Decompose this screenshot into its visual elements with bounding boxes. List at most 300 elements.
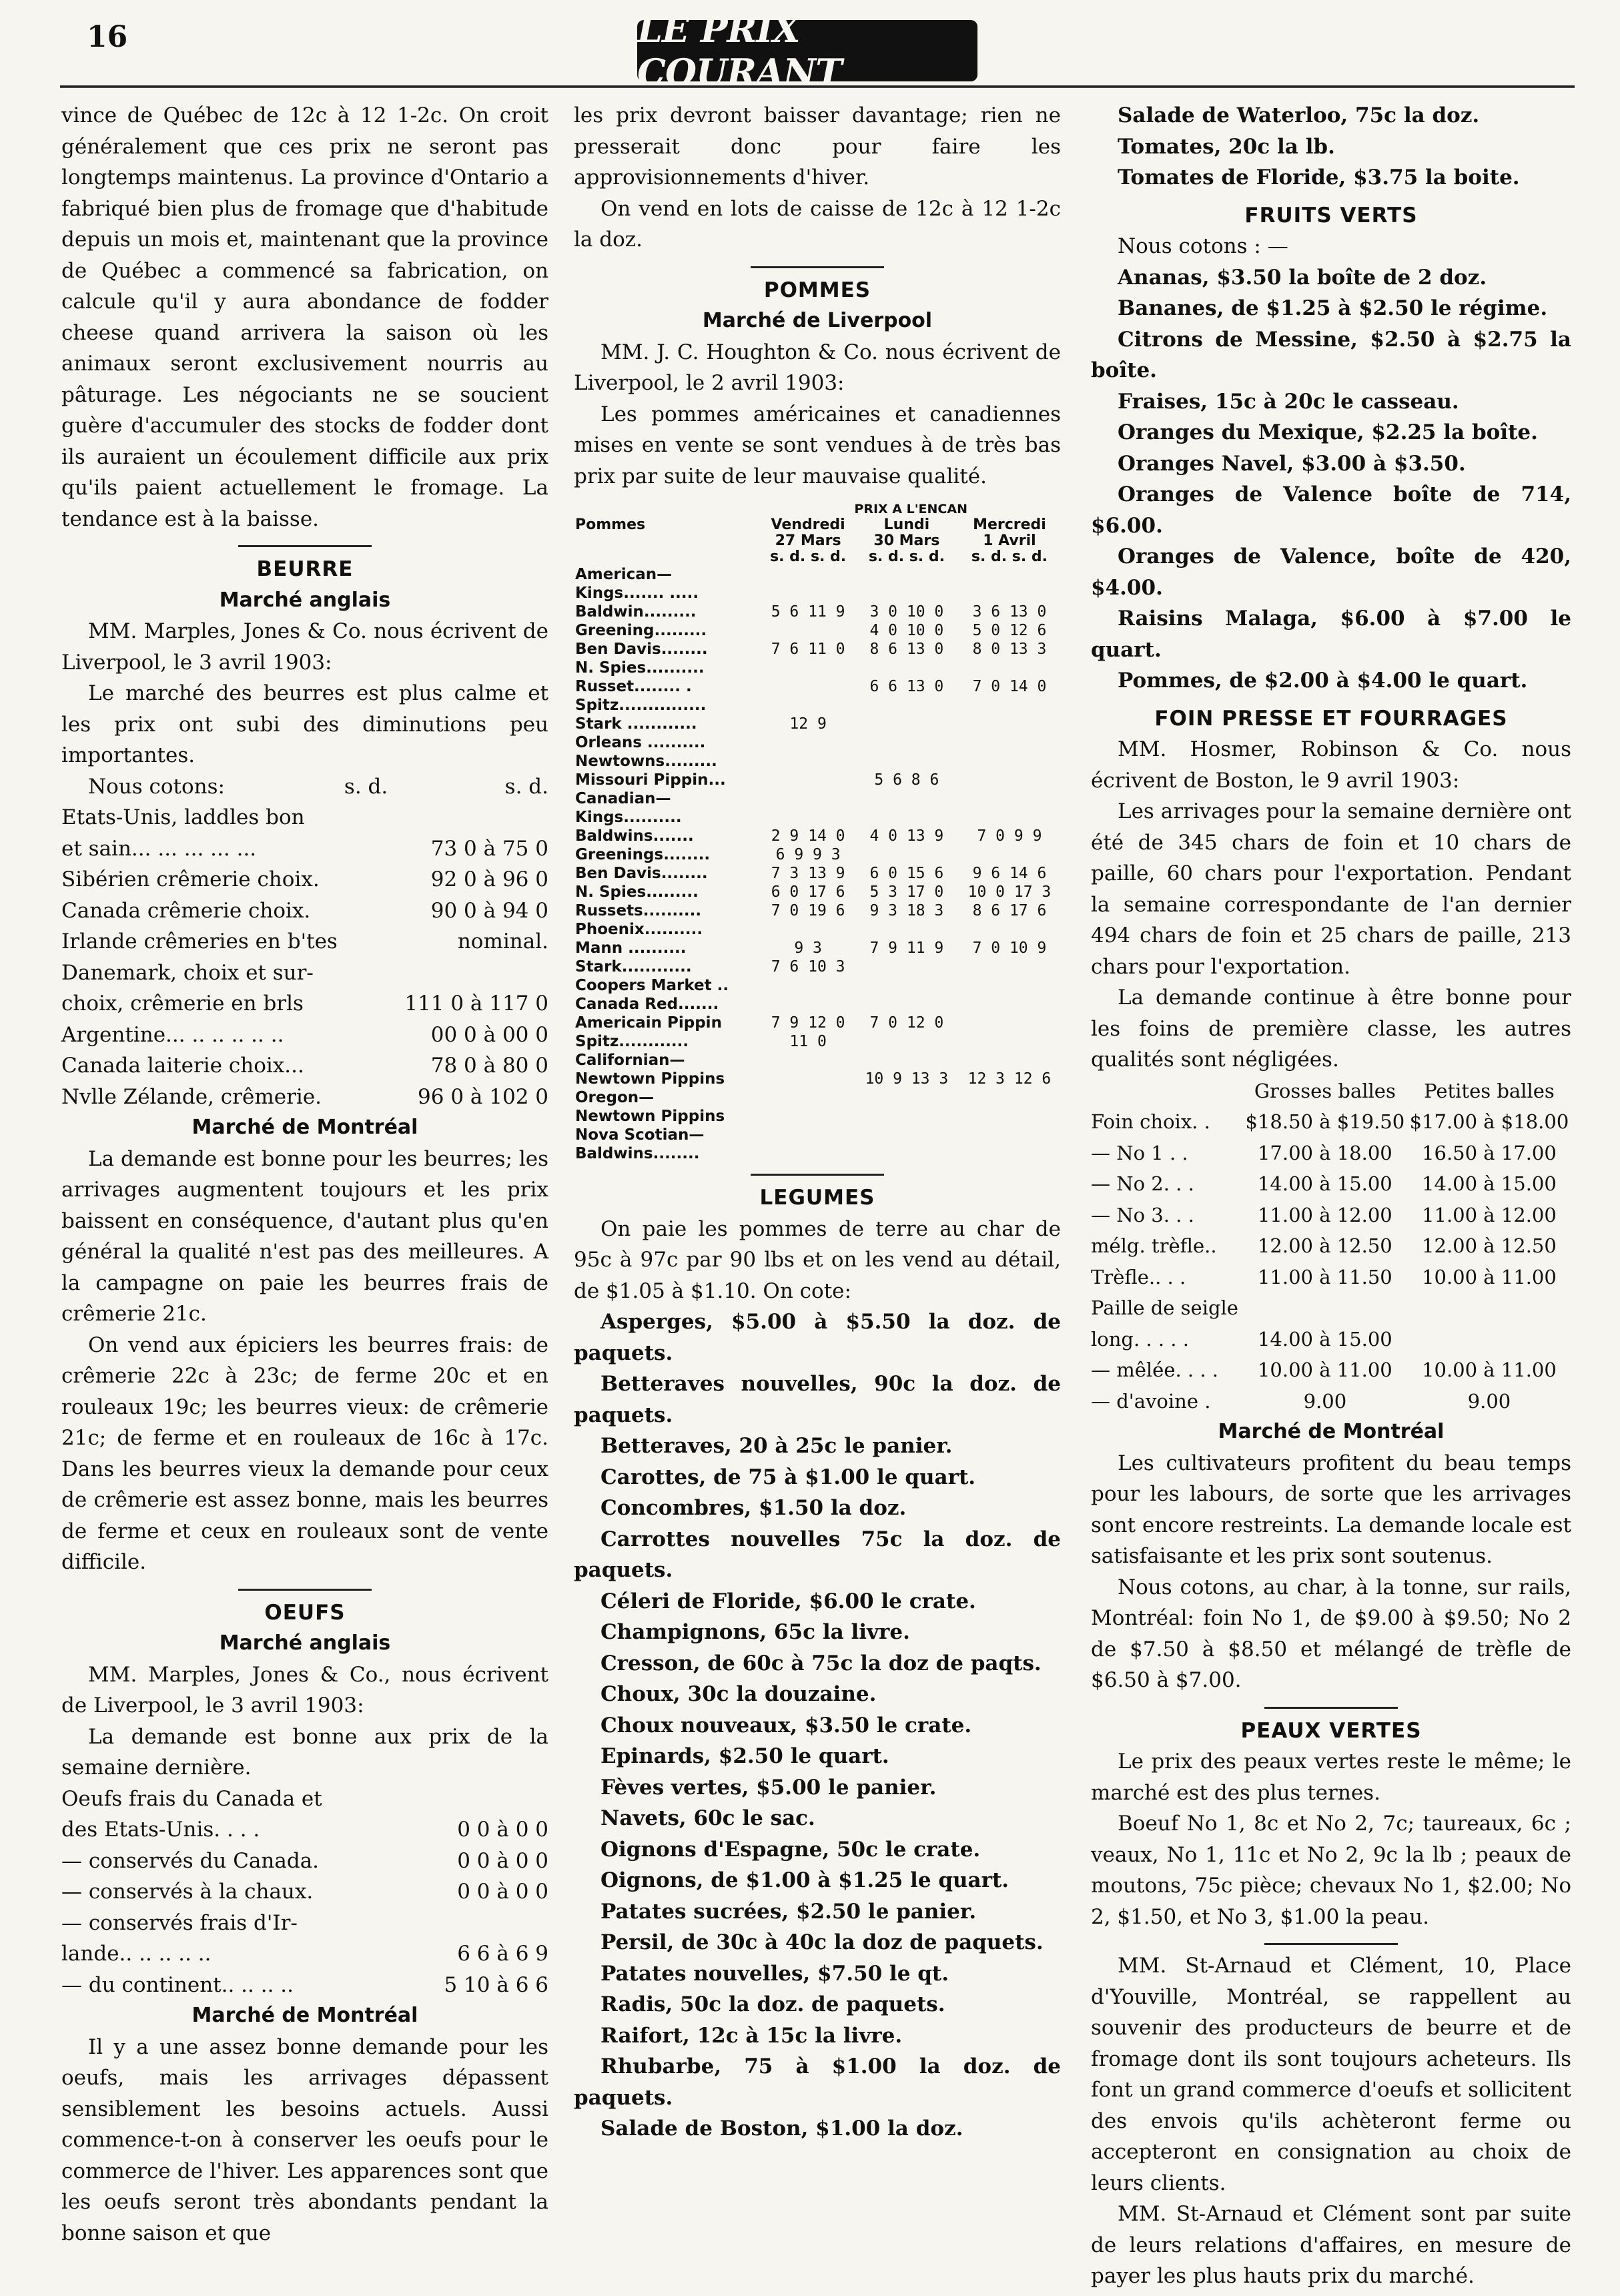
apple-price-mercredi: 7 0 9 9: [977, 827, 1042, 845]
apple-price-mercredi: [958, 920, 1061, 939]
apple-price-vendredi: 6 0 17 6: [771, 883, 845, 901]
fruits-list: [1091, 262, 1571, 697]
section-rule: [751, 266, 884, 268]
apple-variety-row: [574, 845, 1061, 864]
apple-price-mercredi: 9 6 14 6: [972, 865, 1047, 882]
oeufs-price-row: [61, 1876, 548, 1908]
pommes-marche-liverpool: Marché de Liverpool: [702, 309, 933, 332]
apple-price-mercredi: [958, 659, 1061, 677]
apple-price-vendredi: 7 0 19 6: [771, 902, 845, 919]
apple-variety-name: Greenings........: [575, 846, 711, 863]
beurre-price-value: 00 0 à 00 0: [430, 1022, 548, 1047]
oeufs-price-label: des Etats-Unis. . . .: [61, 1818, 260, 1842]
foin-price-big: $18.50 à $19.50: [1245, 1110, 1405, 1133]
legumes-list: [574, 1306, 1061, 2145]
legume-price-item: Cresson, de 60c à 75c la doz de paqts.: [600, 1651, 1042, 1675]
section-rule: [1264, 1943, 1398, 1945]
legume-price-item: Oignons, de $1.00 à $1.25 le quart.: [600, 1868, 1009, 1892]
legume-price-item: Fèves vertes, $5.00 le panier.: [600, 1775, 937, 1800]
apple-variety-name: Spitz...............: [575, 697, 707, 714]
apple-variety-row: [574, 677, 1061, 696]
apple-variety-row: [574, 976, 1061, 995]
apple-price-mercredi: [958, 1144, 1061, 1163]
oeufs-price-label: Oeufs frais du Canada et: [61, 1786, 322, 1811]
apple-price-lundi: [855, 920, 958, 939]
beurre-price-row: [61, 895, 548, 927]
oeufs-price-label: — conservés du Canada.: [61, 1848, 320, 1873]
section-rule: [1264, 1707, 1398, 1709]
header-rule: [60, 85, 1575, 88]
beurre-letter-intro: MM. Marples, Jones & Co. nous écrivent de Liverpool, le 3 avril 1903:: [61, 619, 548, 675]
apple-day-header: Lundi: [883, 516, 930, 533]
apple-auction-table: [574, 501, 1061, 1163]
apple-variety-name: Stark ............: [575, 715, 697, 733]
apple-variety-row: [574, 827, 1061, 845]
apple-price-vendredi: [761, 621, 855, 640]
fruits-intro: Nous cotons : —: [1118, 234, 1288, 258]
apple-variety-row: [574, 995, 1061, 1014]
foin-price-label: Paille de seigle: [1091, 1296, 1238, 1319]
foin-price-row: [1091, 1324, 1571, 1355]
beurre-price-label: Canada laiterie choix...: [61, 1054, 304, 1078]
apple-table-caption: PRIX A L'ENCAN: [854, 502, 967, 516]
legume-price-item: Raifort, 12c à 15c la livre.: [600, 2023, 903, 2048]
apple-price-mercredi: [958, 808, 1061, 827]
foin-price-row: [1091, 1386, 1571, 1417]
apple-price-mercredi: 3 6 13 0: [972, 603, 1047, 621]
apple-variety-row: [574, 640, 1061, 659]
apple-date-header: 1 Avril: [983, 532, 1036, 549]
foin-price-row: [1091, 1106, 1571, 1138]
peaux-heading: PEAUX VERTES: [1240, 1718, 1422, 1743]
apple-variety-name: Russet........ .: [575, 678, 692, 695]
apple-price-lundi: [855, 976, 958, 995]
foin-price-small: 12.00 à 12.50: [1422, 1234, 1557, 1257]
apple-variety-name: Baldwins........: [575, 1145, 700, 1162]
foin-price-big: 10.00 à 11.00: [1257, 1359, 1392, 1381]
apple-price-lundi: 5 3 17 0: [869, 883, 944, 901]
apple-variety-row: [574, 901, 1061, 920]
foin-price-label: Trèfle.. . .: [1091, 1265, 1186, 1288]
beurre-marche-montreal: Marché de Montréal: [191, 1116, 418, 1139]
beurre-price-label: choix, crêmerie en brls: [61, 992, 304, 1016]
apple-price-mercredi: 5 0 12 6: [972, 622, 1047, 639]
oeufs-price-row: [61, 1846, 548, 1877]
foin-price-small: 10.00 à 11.00: [1422, 1359, 1557, 1381]
apple-price-mercredi: [958, 1107, 1061, 1126]
beurre-price-row: [61, 1020, 548, 1051]
beurre-sd-header: s. d.: [504, 774, 548, 799]
apple-variety-name: Kings....... .....: [575, 585, 699, 602]
apple-price-vendredi: 2 9 14 0: [771, 827, 845, 845]
oeufs-heading: OEUFS: [264, 1600, 346, 1625]
foin-price-row: [1091, 1200, 1571, 1231]
apple-variety-name: Newtown Pippins: [575, 1070, 725, 1088]
apple-price-mercredi: [958, 1014, 1061, 1032]
foin-price-label: — No 3. . .: [1091, 1203, 1194, 1226]
apple-variety-name: Ben Davis........: [575, 641, 708, 658]
oeufs-price-value: 0 0 à 0 0: [457, 1848, 548, 1873]
legume-price-item: Salade de Waterloo, 75c la doz.: [1118, 103, 1480, 127]
legume-price-item: Salade de Boston, $1.00 la doz.: [600, 2117, 963, 2141]
oeufs-rows: [61, 1784, 548, 2001]
legume-price-item: Carottes, de 75 à $1.00 le quart.: [600, 1465, 976, 1489]
beurre-price-row: [61, 958, 548, 989]
apple-price-mercredi: 8 0 13 3: [972, 641, 1047, 658]
apple-price-mercredi: [958, 715, 1061, 733]
apple-variety-name: Americain Pippin: [575, 1014, 722, 1032]
apple-price-vendredi: [761, 1144, 855, 1163]
apple-variety-row: [574, 920, 1061, 939]
apple-origin-label: Californian—: [575, 1052, 685, 1069]
st-arnaud-notice-p2: MM. St-Arnaud et Clément sont par suite de leurs relations d'affaires, en mesure de payer les plus hauts prix du marché.: [1091, 2202, 1571, 2288]
apple-price-vendredi: 7 9 12 0: [771, 1014, 845, 1032]
fruit-price-item: Oranges du Mexique, $2.25 la boîte.: [1118, 420, 1538, 444]
legumes-heading: LEGUMES: [759, 1186, 875, 1210]
legume-price-item: Céleri de Floride, $6.00 le crate.: [600, 1589, 976, 1613]
apple-price-mercredi: [958, 976, 1061, 995]
apple-price-mercredi: 7 0 14 0: [972, 678, 1047, 695]
apple-variety-row: [574, 958, 1061, 976]
foin-arrivals: Les arrivages pour la semaine dernière ont été de 345 chars de foin et 10 chars de paille, 60 chars pour l'exportation. Pendant la semaine correspondante de l'an dernier 494 chars de foin et 25 chars de paille, 213 chars pour l'exportation.: [1091, 799, 1571, 979]
apple-variety-name: Kings..........: [575, 809, 682, 826]
oeufs-price-row: [61, 1938, 548, 1970]
apple-variety-name: Newtowns.........: [575, 753, 717, 770]
apple-price-lundi: [855, 752, 958, 771]
foin-price-small: 14.00 à 15.00: [1422, 1172, 1557, 1195]
beurre-cotons-label: Nous cotons:: [88, 774, 225, 799]
beurre-price-value: nominal.: [457, 929, 548, 953]
beurre-montreal-p1: La demande est bonne pour les beurres; les arrivages augmentent toujours et les prix baissent en conséquence, d'autant plus qu'en général la qualité n'est pas des meilleures. A la campagne on paie les beurres frais de crêmerie 21c.: [61, 1146, 548, 1326]
oeufs-price-row: [61, 1908, 548, 1939]
beurre-price-row: [61, 1050, 548, 1082]
apple-price-lundi: [855, 696, 958, 715]
apple-origin-row: [574, 1126, 1061, 1144]
foin-price-label: — d'avoine .: [1091, 1389, 1211, 1413]
apple-price-lundi: [855, 733, 958, 752]
fruit-price-item: Pommes, de $2.00 à $4.00 le quart.: [1118, 669, 1528, 693]
apple-price-lundi: [855, 845, 958, 864]
beurre-heading: BEURRE: [256, 557, 354, 581]
apple-sd-header: s. d. s. d.: [770, 548, 847, 565]
legume-price-item: Tomates de Floride, $3.75 la boite.: [1118, 165, 1520, 189]
apple-variety-row: [574, 1144, 1061, 1163]
foin-price-big: 14.00 à 15.00: [1257, 1172, 1392, 1195]
apple-variety-name: Baldwins.......: [575, 827, 694, 845]
foin-price-small: 9.00: [1467, 1389, 1511, 1413]
apple-price-mercredi: [958, 995, 1061, 1014]
foin-price-label: — No 1 . .: [1091, 1141, 1188, 1164]
apple-variety-row: [574, 883, 1061, 901]
foin-price-big: 17.00 à 18.00: [1257, 1141, 1392, 1164]
beurre-rows: [61, 802, 548, 1112]
apple-price-vendredi: 7 6 11 0: [771, 641, 845, 658]
legume-price-item: Tomates, 20c la lb.: [1118, 134, 1335, 159]
oeufs-price-row: [61, 1814, 548, 1846]
masthead-logo: LE PRIX COURANT: [637, 20, 977, 81]
foin-price-row: [1091, 1230, 1571, 1262]
foin-price-big: 12.00 à 12.50: [1257, 1234, 1392, 1257]
apple-price-lundi: 4 0 13 9: [869, 827, 944, 845]
fruit-price-item: Bananes, de $1.25 à $2.50 le régime.: [1118, 296, 1548, 320]
foin-price-big: 11.00 à 12.00: [1257, 1203, 1392, 1226]
oeufs-marche-anglais: Marché anglais: [219, 1631, 391, 1655]
apple-sd-header: s. d. s. d.: [868, 548, 945, 565]
apple-date-header: 27 Mars: [775, 532, 841, 549]
apple-price-mercredi: [958, 771, 1061, 789]
apple-price-lundi: 8 6 13 0: [869, 641, 944, 658]
apple-price-lundi: [855, 1144, 958, 1163]
apple-price-mercredi: [958, 752, 1061, 771]
apple-price-lundi: [855, 808, 958, 827]
foin-price-big: 11.00 à 11.50: [1257, 1265, 1392, 1288]
beurre-market-note: Le marché des beurres est plus calme et les prix ont subi des diminutions peu importantes.: [61, 681, 548, 767]
apple-price-vendredi: [761, 1070, 855, 1088]
apple-price-lundi: [855, 958, 958, 976]
foin-price-label: — mêlée. . . .: [1091, 1359, 1219, 1381]
apple-price-vendredi: 12 9: [789, 715, 827, 733]
foin-small-bales-header: Petites balles: [1424, 1079, 1555, 1102]
legume-price-item: Rhubarbe, 75 à $1.00 la doz. de paquets.: [574, 2054, 1061, 2110]
apple-price-vendredi: 7 6 10 3: [771, 958, 845, 976]
apple-price-vendredi: [761, 659, 855, 677]
oeufs-price-row: [61, 1784, 548, 1815]
beurre-price-label: Danemark, choix et sur-: [61, 960, 314, 985]
apple-price-mercredi: [958, 958, 1061, 976]
apple-price-vendredi: [761, 808, 855, 827]
fruit-price-item: Ananas, $3.50 la boîte de 2 doz.: [1118, 265, 1487, 290]
beurre-montreal-p2: On vend aux épiciers les beurres frais: de crêmerie 22c à 23c; de ferme 20c et en rouleaux 19c; les beurres vieux: de crêmerie 21c; de ferme et en rouleaux de 16c à 17c. Dans les beurres vieux la demande pour ceux de crêmerie est assez bonne, mais les beurres de ferme et ceux en rouleaux sont de vente difficile.: [61, 1332, 548, 1574]
legume-price-item: Epinards, $2.50 le quart.: [600, 1744, 889, 1768]
apple-price-vendredi: [761, 584, 855, 603]
page-number: 16: [87, 20, 128, 54]
fruit-price-item: Fraises, 15c à 20c le casseau.: [1118, 389, 1459, 414]
fruit-price-item: Citrons de Messine, $2.50 à $2.75 la boîte.: [1091, 327, 1571, 382]
beurre-price-value: 96 0 à 102 0: [418, 1084, 548, 1109]
apple-origin-label: Oregon—: [575, 1089, 655, 1106]
foin-price-row: [1091, 1138, 1571, 1169]
apple-price-lundi: [855, 1107, 958, 1126]
apple-origin-row: [574, 1051, 1061, 1070]
beurre-price-label: Argentine... .. .. .. .. ..: [61, 1022, 284, 1047]
foin-letter-intro: MM. Hosmer, Robinson & Co. nous écrivent de Boston, le 9 avril 1903:: [1091, 737, 1571, 793]
foin-marche-montreal: Marché de Montréal: [1218, 1420, 1445, 1443]
apple-variety-row: [574, 659, 1061, 677]
beurre-price-label: Nvlle Zélande, crêmerie.: [61, 1084, 322, 1109]
apple-price-mercredi: [958, 584, 1061, 603]
apple-price-vendredi: [761, 1107, 855, 1126]
beurre-price-value: 90 0 à 94 0: [430, 898, 548, 923]
oeufs-price-value: 6 6 à 6 9: [457, 1942, 548, 1966]
apple-price-vendredi: 6 9 9 3: [775, 846, 841, 863]
apple-origin-row: [574, 1088, 1061, 1107]
pommes-market-note: Les pommes américaines et canadiennes mises en vente se sont vendues à de très bas prix par suite de leur mauvaise qualité.: [574, 402, 1061, 488]
apple-variety-name: Mann ..........: [575, 939, 687, 957]
oeufs-price-label: — conservés frais d'Ir-: [61, 1910, 298, 1935]
oeufs-letter-intro: MM. Marples, Jones & Co., nous écrivent de Liverpool, le 3 avril 1903:: [61, 1662, 548, 1717]
apple-origin-label: Canadian—: [575, 790, 671, 807]
apple-variety-row: [574, 584, 1061, 603]
foin-price-small: $17.00 à $18.00: [1409, 1110, 1569, 1133]
apple-variety-row: [574, 1070, 1061, 1088]
beurre-price-label: Irlande crêmeries en b'tes: [61, 929, 338, 953]
apple-price-lundi: 7 0 12 0: [869, 1014, 944, 1032]
apple-variety-row: [574, 1014, 1061, 1032]
beurre-sd-header: s. d.: [344, 774, 388, 799]
column-2: [574, 100, 1061, 2145]
oeufs-continuation: les prix devront baisser davantage; rien ne presserait donc pour faire les approvisionnements d'hiver.: [574, 103, 1061, 189]
apple-date-header: 30 Mars: [873, 532, 940, 549]
legumes-continuation: [1091, 100, 1571, 194]
apple-price-vendredi: [761, 733, 855, 752]
oeufs-price-value: [409, 1784, 548, 1815]
apple-price-lundi: 7 9 11 9: [869, 939, 944, 957]
beurre-price-value: [382, 958, 548, 989]
foin-price-big: 14.00 à 15.00: [1257, 1327, 1392, 1351]
apple-price-lundi: 6 0 15 6: [869, 865, 944, 882]
apple-price-lundi: [855, 659, 958, 677]
legume-price-item: Patates sucrées, $2.50 le panier.: [600, 1899, 977, 1924]
apple-day-header: Vendredi: [771, 516, 845, 533]
apple-price-vendredi: [761, 696, 855, 715]
oeufs-marche-montreal: Marché de Montréal: [191, 2004, 418, 2027]
oeufs-price-label: lande.. .. .. .. ..: [61, 1942, 212, 1966]
apple-price-mercredi: [958, 733, 1061, 752]
legume-price-item: Concombres, $1.50 la doz.: [600, 1496, 907, 1520]
pommes-heading: POMMES: [763, 278, 871, 302]
legume-price-item: Choux, 30c la douzaine.: [600, 1682, 877, 1706]
legume-price-item: Betteraves, 20 à 25c le panier.: [600, 1434, 953, 1458]
apple-price-mercredi: 12 3 12 6: [967, 1070, 1052, 1088]
beurre-price-value: [382, 802, 548, 833]
legume-price-item: Patates nouvelles, $7.50 le qt.: [600, 1961, 949, 1986]
apple-price-vendredi: 5 6 11 9: [771, 603, 845, 621]
foin-montreal-p2: Nous cotons, au char, à la tonne, sur rails, Montréal: foin No 1, de $9.00 à $9.50; No 2 de $7.50 à $8.50 et mélangé de trèfle de $6.50 à $7.00.: [1091, 1575, 1571, 1692]
column-1: [61, 100, 548, 2249]
fruit-price-item: Oranges de Valence, boîte de 420, $4.00.: [1091, 544, 1571, 600]
apple-variety-name: Russets..........: [575, 902, 702, 919]
apple-price-lundi: [855, 1032, 958, 1051]
foin-price-big: [1243, 1292, 1407, 1324]
oeufs-price-value: 0 0 à 0 0: [457, 1880, 548, 1904]
beurre-price-table: [61, 771, 548, 803]
beurre-price-label: Canada crêmerie choix.: [61, 898, 311, 923]
apple-price-mercredi: 8 6 17 6: [972, 902, 1047, 919]
apple-origin-row: [574, 789, 1061, 808]
legume-price-item: Choux nouveaux, $3.50 le crate.: [600, 1713, 972, 1738]
beurre-marche-anglais: Marché anglais: [219, 588, 391, 612]
apple-price-vendredi: [761, 677, 855, 696]
section-rule: [238, 1589, 372, 1591]
apple-variety-name: N. Spies..........: [575, 659, 705, 677]
foin-price-label: — No 2. . .: [1091, 1172, 1194, 1195]
apple-price-vendredi: 9 3: [794, 939, 822, 957]
apple-price-vendredi: 11 0: [789, 1033, 827, 1050]
apple-price-lundi: [855, 584, 958, 603]
st-arnaud-notice-p1: MM. St-Arnaud et Clément, 10, Place d'Youville, Montréal, se rappellent au souvenir des producteurs de beurre et de fromage dont ils sont toujours acheteurs. Ils font un grand commerce d'oeufs et sollicitent des envois qu'ils achèteront ferme ou accepteront en consignation au choix de leurs clients.: [1091, 1954, 1571, 2195]
legume-price-item: Persil, de 30c à 40c la doz de paquets.: [600, 1930, 1044, 1954]
foin-price-row: [1091, 1262, 1571, 1293]
apple-price-vendredi: 7 3 13 9: [771, 865, 845, 882]
apple-variety-row: [574, 808, 1061, 827]
apple-variety-name: Orleans ..........: [575, 734, 706, 751]
apple-price-lundi: 10 9 13 3: [865, 1070, 949, 1088]
beurre-price-label: Etats-Unis, laddles bon: [61, 805, 305, 829]
apple-variety-name: Greening.........: [575, 622, 707, 639]
foin-price-label: long. . . . .: [1091, 1327, 1189, 1351]
apple-price-lundi: 3 0 10 0: [869, 603, 944, 621]
foin-heading: FOIN PRESSE ET FOURRAGES: [1154, 706, 1508, 731]
beurre-price-row: [61, 1082, 548, 1113]
apple-variety-name: Coopers Market ..: [575, 977, 729, 994]
beurre-price-row: [61, 926, 548, 958]
beurre-price-value: 78 0 à 80 0: [430, 1054, 548, 1078]
apple-variety-name: Spitz............: [575, 1033, 689, 1050]
section-rule: [238, 545, 372, 547]
foin-price-row: [1091, 1292, 1571, 1324]
apple-price-vendredi: [761, 771, 855, 789]
apple-price-mercredi: [958, 1032, 1061, 1051]
apple-day-header: Mercredi: [973, 516, 1046, 533]
oeufs-price-value: [409, 1908, 548, 1939]
legume-price-item: Navets, 60c le sac.: [600, 1806, 815, 1830]
apple-origin-row: [574, 565, 1061, 584]
apple-variety-row: [574, 621, 1061, 640]
pommes-letter-intro: MM. J. C. Houghton & Co. nous écrivent de Liverpool, le 2 avril 1903:: [574, 340, 1061, 395]
apple-variety-row: [574, 1107, 1061, 1126]
foin-price-row: [1091, 1168, 1571, 1200]
apple-variety-row: [574, 939, 1061, 958]
apple-variety-name: Canada Red.......: [575, 996, 719, 1013]
apple-variety-row: [574, 715, 1061, 733]
legume-price-item: Radis, 50c la doz. de paquets.: [600, 1992, 945, 2016]
beurre-price-label: et sain... ... ... ... ...: [61, 836, 257, 861]
apple-price-mercredi: [958, 845, 1061, 864]
apple-origin-label: American—: [575, 566, 673, 583]
foin-price-small: 10.00 à 11.00: [1422, 1265, 1557, 1288]
apple-price-vendredi: [761, 752, 855, 771]
beurre-price-value: 73 0 à 75 0: [430, 836, 548, 861]
fruits-heading: FRUITS VERTS: [1244, 203, 1418, 228]
fruit-price-item: Raisins Malaga, $6.00 à $7.00 le quart.: [1091, 607, 1571, 662]
oeufs-lots-note: On vend en lots de caisse de 12c à 12 1-2c la doz.: [574, 196, 1061, 252]
oeufs-price-row: [61, 1970, 548, 2001]
apple-price-lundi: 4 0 10 0: [869, 622, 944, 639]
beurre-price-label: Sibérien crêmerie choix.: [61, 867, 320, 891]
apple-variety-row: [574, 733, 1061, 752]
oeufs-price-value: 0 0 à 0 0: [457, 1818, 548, 1842]
foin-price-small: [1407, 1292, 1571, 1324]
legume-price-item: Oignons d'Espagne, 50c le crate.: [600, 1837, 981, 1862]
apple-price-vendredi: [761, 995, 855, 1014]
apple-table-col-label: Pommes: [575, 516, 646, 533]
foin-price-big: 9.00: [1303, 1389, 1347, 1413]
oeufs-market-note: La demande est bonne aux prix de la semaine dernière.: [61, 1724, 548, 1780]
cheese-continuation: vince de Québec de 12c à 12 1-2c. On croit généralement que ces prix ne seront pas longtemps maintenus. La province d'Ontario a fabriqué bien plus de fromage que d'habitude depuis un mois et, maintenant que la province de Québec a commencé sa fabrication, on calcule qu'il y aura abondance de fodder cheese quand arrivera la saison où les animaux seront exclusivement nourris au pâturage. Les négociants ne se soucient guère d'accumuler des stocks de fodder dont ils auraient un écoulement difficile aux prix qu'ils paient actuellement le fromage. La tendance est à la baisse.: [61, 103, 548, 531]
beurre-price-value: 111 0 à 117 0: [404, 992, 548, 1016]
foin-price-label: mélg. trèfle..: [1091, 1234, 1217, 1257]
foin-big-bales-header: Grosses balles: [1254, 1079, 1396, 1102]
apple-variety-row: [574, 1032, 1061, 1051]
apple-variety-row: [574, 864, 1061, 883]
column-3: [1091, 100, 1571, 2292]
foin-price-small: 16.50 à 17.00: [1422, 1141, 1557, 1164]
apple-variety-name: Missouri Pippin...: [575, 771, 726, 789]
beurre-price-row: [61, 988, 548, 1020]
apple-price-mercredi: 7 0 10 9: [972, 939, 1047, 957]
apple-price-lundi: [855, 995, 958, 1014]
apple-variety-name: N. Spies.........: [575, 883, 699, 901]
